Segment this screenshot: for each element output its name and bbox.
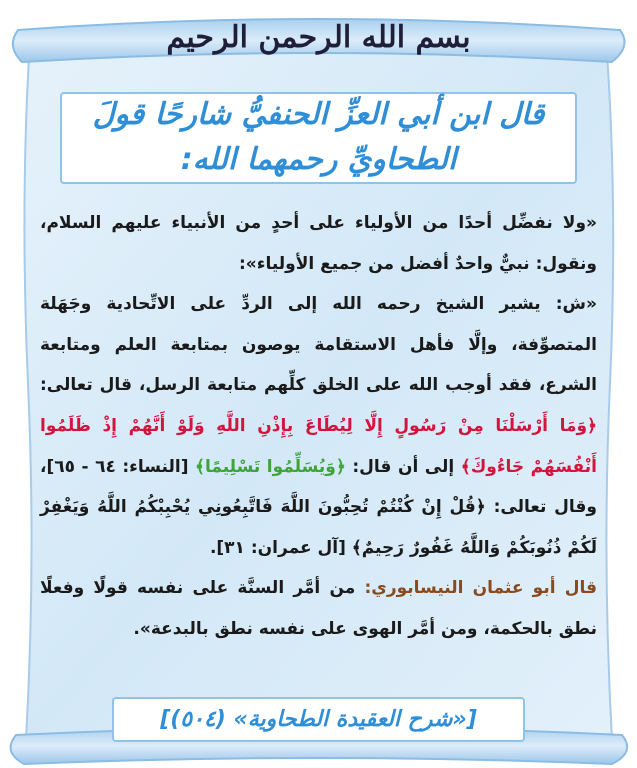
speaker-name: قال أبو عثمان النيسابوري:	[364, 578, 597, 599]
reference-al-imran: [آل عمران: ٣١].	[209, 537, 352, 558]
commentary-mid: إلى أن قال:	[345, 456, 461, 477]
paragraph-nishapuri	[40, 568, 597, 649]
title-line-1: قال ابن أبي العزِّ الحنفيُّ شارحًا قولَ	[92, 97, 545, 132]
title-line-2: الطحاويِّ رحمهما الله:	[180, 142, 457, 177]
source-citation: [«شرح العقيدة الطحاوية» (٥٠٤)]	[112, 697, 525, 742]
commentary-intro: «ش: يشير الشيخ رحمه الله إلى الردِّ على الاتِّحادية وجَهَلة المتصوِّفة، وإلَّا فأهل الاستقامة يوصون بمتابعة العلم ومتابعة الشرع، فقد أوجب الله على الخلق كلِّهم متابعة الرسل، قال تعالى:	[40, 294, 597, 396]
verse-nisa-64: ﴿وَمَا أَرْسَلْنَا مِنْ رَسُولٍ إِلَّا لِيُطَاعَ بِإِذْنِ اللَّهِ وَلَوْ أَنَّهُمْ إِذْ ظَلَمُوا أَنْفُسَهُمْ جَاءُوكَ﴾	[40, 415, 597, 477]
reference-nisa: [النساء: ٦٤ - ٦٥]، وقال تعالى:	[40, 456, 597, 518]
nishapuri-quote: من أمَّر السنَّة على نفسه قولًا وفعلًا نطق بالحكمة، ومن أمَّر الهوى على نفسه نطق بالبدعة».	[40, 578, 597, 639]
verse-nisa-65: ﴿وَيُسَلِّمُوا تَسْلِيمًا﴾	[194, 456, 346, 477]
paragraph-commentary	[40, 284, 597, 568]
verse-al-imran-31: ﴿قُلْ إِنْ كُنْتُمْ تُحِبُّونَ اللَّهَ فَاتَّبِعُونِي يُحْبِبْكُمُ اللَّهُ وَيَغْفِرْ لَكُمْ ذُنُوبَكُمْ وَاللَّهُ غَفُورٌ رَحِيمٌ﴾	[40, 497, 597, 558]
basmala: بسم الله الرحمن الرحيم	[166, 20, 471, 55]
paragraph-creed: «ولا نفضِّل أحدًا من الأولياء على أحدٍ من الأنبياء عليهم السلام، ونقول: نبيٌّ واحدٌ أفضل من جميع الأولياء»:	[40, 213, 597, 274]
quote-body	[40, 203, 597, 650]
